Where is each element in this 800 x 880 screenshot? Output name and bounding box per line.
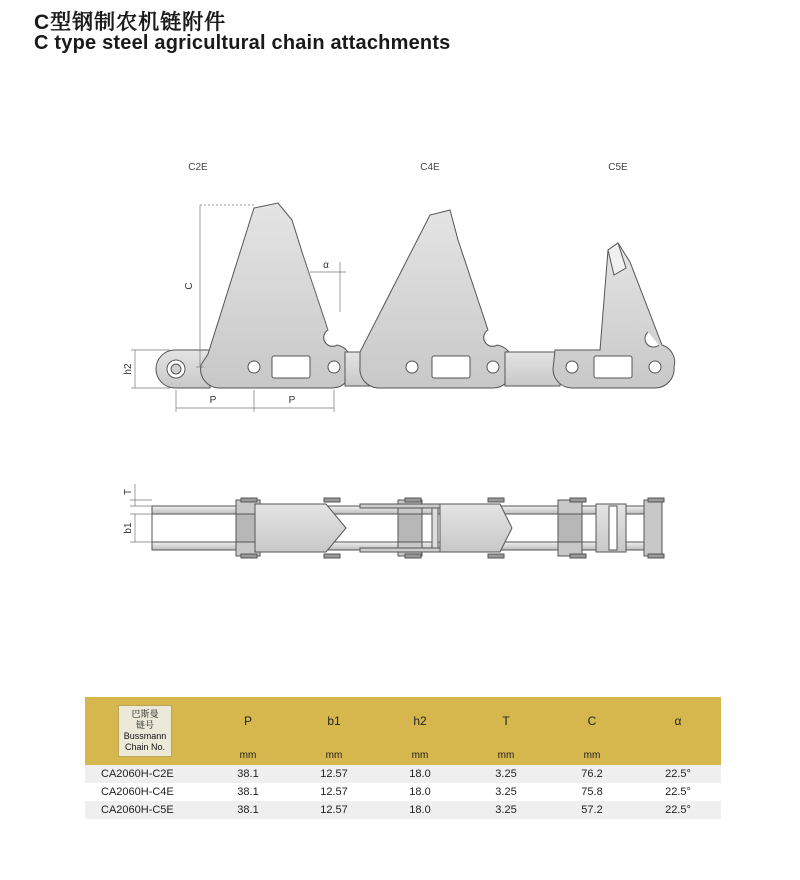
table-row (85, 765, 721, 783)
unit-cell: mm (549, 745, 635, 765)
value-cell: 18.0 (377, 783, 463, 801)
dim-c-label: C (184, 282, 195, 290)
chain-no-cell: CA2060H-C2E (85, 765, 205, 783)
chain-no-cell: CA2060H-C4E (85, 783, 205, 801)
value-cell: 12.57 (291, 765, 377, 783)
value-cell: 12.57 (291, 801, 377, 819)
c2e-attachment-top (255, 504, 346, 552)
dim-alpha-label: α (323, 260, 329, 271)
title-chinese: C型钢制农机链附件 (34, 11, 227, 34)
unit-cell: mm (377, 745, 463, 765)
value-cell: 3.25 (463, 801, 549, 819)
unit-cell (635, 745, 721, 765)
value-cell: 57.2 (549, 801, 635, 819)
unit-cell: mm (205, 745, 291, 765)
value-cell: 76.2 (549, 765, 635, 783)
dim-h2-label: h2 (123, 363, 134, 375)
dim-t-label: T (123, 488, 134, 496)
column-header-alpha: α (635, 697, 721, 745)
label-c5e: C5E (608, 162, 628, 173)
table-row (85, 783, 721, 801)
dim-p2-label: P (288, 395, 296, 406)
top-view (152, 498, 664, 558)
value-cell: 75.8 (549, 783, 635, 801)
value-cell: 38.1 (205, 765, 291, 783)
column-header-p: P (205, 697, 291, 745)
table-header-row (85, 697, 721, 745)
value-cell: 38.1 (205, 801, 291, 819)
column-header-h2: h2 (377, 697, 463, 745)
c4e-attachment-top (440, 504, 512, 552)
value-cell: 18.0 (377, 765, 463, 783)
title-english: C type steel agricultural chain attachments (34, 32, 451, 54)
column-header-c: C (549, 697, 635, 745)
value-cell: 22.5° (635, 783, 721, 801)
dim-p1-label: P (209, 395, 217, 406)
value-cell: 3.25 (463, 783, 549, 801)
front-view (156, 203, 675, 388)
dim-b1-label: b1 (123, 522, 134, 534)
label-c4e: C4E (420, 162, 440, 173)
spec-table (85, 697, 721, 819)
unit-cell: mm (463, 745, 549, 765)
value-cell: 18.0 (377, 801, 463, 819)
unit-cell: mm (291, 745, 377, 765)
value-cell: 22.5° (635, 801, 721, 819)
chain-no-cell: CA2060H-C5E (85, 801, 205, 819)
chain-no-header: 巴斯曼 链号 Bussmann Chain No. (118, 705, 173, 757)
label-c2e: C2E (188, 162, 208, 173)
value-cell: 12.57 (291, 783, 377, 801)
column-header-b1: b1 (291, 697, 377, 745)
table-row (85, 801, 721, 819)
value-cell: 3.25 (463, 765, 549, 783)
column-header-t: T (463, 697, 549, 745)
value-cell: 22.5° (635, 765, 721, 783)
value-cell: 38.1 (205, 783, 291, 801)
chain-no-header-cell (85, 697, 205, 765)
